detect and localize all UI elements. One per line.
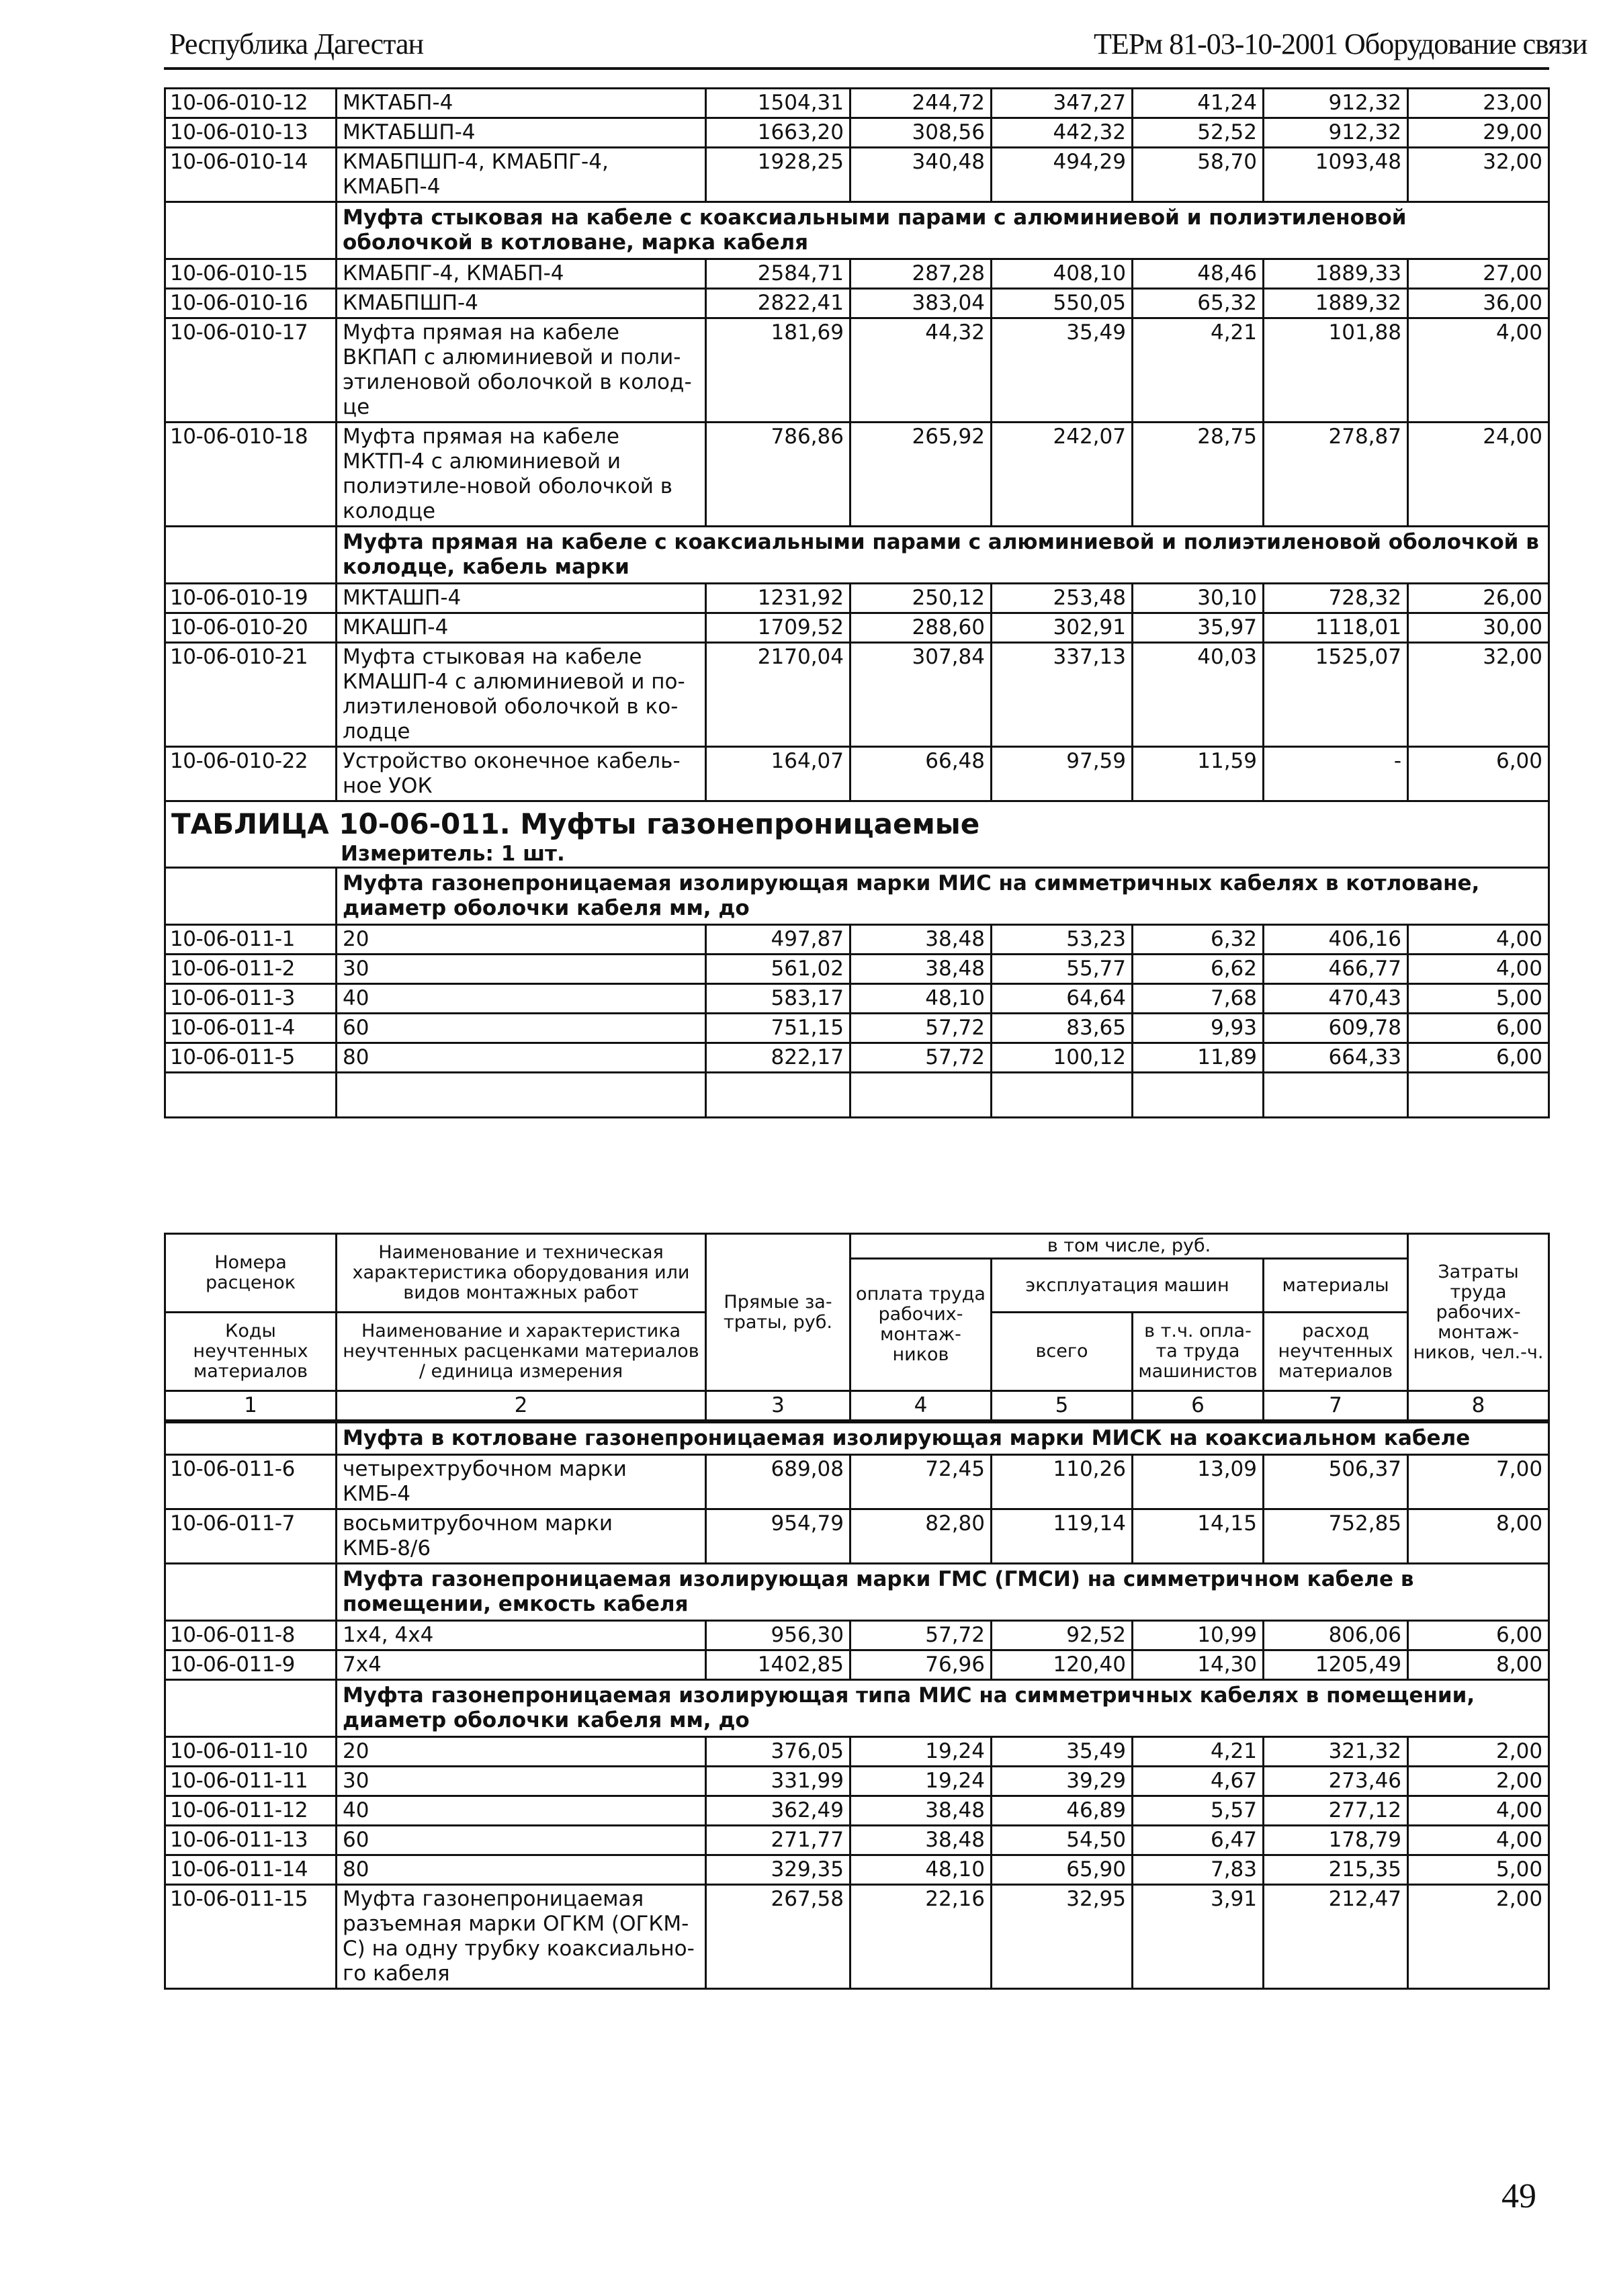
rate-code: 10-06-011-15 bbox=[165, 1885, 337, 1989]
item-name: четырехтрубочном марки КМБ-4 bbox=[337, 1455, 706, 1509]
rate-code: 10-06-011-8 bbox=[165, 1621, 337, 1650]
table-row bbox=[165, 1509, 1549, 1564]
labor-hours: 29,00 bbox=[1408, 118, 1549, 148]
materials-cost: 273,46 bbox=[1264, 1767, 1408, 1796]
materials-cost: 609,78 bbox=[1264, 1014, 1408, 1043]
machinist-wages: 3,91 bbox=[1133, 1885, 1264, 1989]
materials-cost: 215,35 bbox=[1264, 1855, 1408, 1885]
materials-cost: 506,37 bbox=[1264, 1455, 1408, 1509]
item-name: 80 bbox=[337, 1855, 706, 1885]
col-header-machines-total: всего bbox=[992, 1313, 1133, 1391]
machinist-wages: 6,62 bbox=[1133, 955, 1264, 984]
rate-code: 10-06-010-13 bbox=[165, 118, 337, 148]
rate-code: 10-06-010-21 bbox=[165, 643, 337, 747]
rate-code: 10-06-010-20 bbox=[165, 613, 337, 643]
direct-costs: 1402,85 bbox=[706, 1650, 851, 1680]
machinist-wages: 41,24 bbox=[1133, 89, 1264, 118]
materials-cost: 212,47 bbox=[1264, 1885, 1408, 1989]
header-rule bbox=[164, 67, 1549, 70]
direct-costs: 689,08 bbox=[706, 1455, 851, 1509]
machinist-wages: 52,52 bbox=[1133, 118, 1264, 148]
machinist-wages: 7,83 bbox=[1133, 1855, 1264, 1885]
rate-code: 10-06-011-2 bbox=[165, 955, 337, 984]
table-measure: Измеритель: 1 шт. bbox=[341, 842, 565, 866]
worker-wages: 76,96 bbox=[851, 1650, 992, 1680]
item-name: 7х4 bbox=[337, 1650, 706, 1680]
table-row bbox=[165, 423, 1549, 527]
labor-hours: 6,00 bbox=[1408, 1621, 1549, 1650]
labor-hours: 6,00 bbox=[1408, 747, 1549, 801]
column-header-row-top bbox=[165, 1234, 1549, 1259]
table-row bbox=[165, 1885, 1549, 1989]
col-header-name: Наименование и техническая характеристика оборудования или видов монтажных работ bbox=[337, 1234, 706, 1313]
machinist-wages: 6,32 bbox=[1133, 925, 1264, 955]
direct-costs: 362,49 bbox=[706, 1796, 851, 1826]
table-row bbox=[165, 289, 1549, 318]
materials-cost: 321,32 bbox=[1264, 1737, 1408, 1767]
column-number: 4 bbox=[851, 1391, 992, 1422]
item-name: 30 bbox=[337, 1767, 706, 1796]
materials-cost: 278,87 bbox=[1264, 423, 1408, 527]
labor-hours: 6,00 bbox=[1408, 1014, 1549, 1043]
machine-costs: 97,59 bbox=[992, 747, 1133, 801]
labor-hours: 32,00 bbox=[1408, 643, 1549, 747]
machinist-wages: 65,32 bbox=[1133, 289, 1264, 318]
rate-code: 10-06-010-14 bbox=[165, 148, 337, 202]
machine-costs: 53,23 bbox=[992, 925, 1133, 955]
machine-costs: 494,29 bbox=[992, 148, 1133, 202]
rate-code: 10-06-011-1 bbox=[165, 925, 337, 955]
table-row bbox=[165, 613, 1549, 643]
rate-code: 10-06-010-22 bbox=[165, 747, 337, 801]
section-heading-row bbox=[165, 1564, 1549, 1621]
materials-cost: 1525,07 bbox=[1264, 643, 1408, 747]
table-row bbox=[165, 259, 1549, 289]
section-heading: Муфта газонепроницаемая изолирующая марки ГМС (ГМСИ) на симметричном кабеле в помещении, емкость кабеля bbox=[337, 1564, 1549, 1621]
rate-code: 10-06-010-12 bbox=[165, 89, 337, 118]
table-row bbox=[165, 984, 1549, 1014]
rate-code: 10-06-011-4 bbox=[165, 1014, 337, 1043]
machine-costs: 46,89 bbox=[992, 1796, 1133, 1826]
worker-wages: 38,48 bbox=[851, 1826, 992, 1855]
machine-costs: 242,07 bbox=[992, 423, 1133, 527]
item-name: Муфта газонепроницаемая разъемная марки ОГКМ (ОГКМ-С) на одну трубку коаксиально-го кабеля bbox=[337, 1885, 706, 1989]
machine-costs: 55,77 bbox=[992, 955, 1133, 984]
machine-costs: 65,90 bbox=[992, 1855, 1133, 1885]
labor-hours: 5,00 bbox=[1408, 1855, 1549, 1885]
direct-costs: 2584,71 bbox=[706, 259, 851, 289]
materials-cost: 728,32 bbox=[1264, 584, 1408, 613]
rate-code: 10-06-011-9 bbox=[165, 1650, 337, 1680]
machine-costs: 550,05 bbox=[992, 289, 1133, 318]
direct-costs: 164,07 bbox=[706, 747, 851, 801]
machinist-wages: 13,09 bbox=[1133, 1455, 1264, 1509]
machinist-wages: 6,47 bbox=[1133, 1826, 1264, 1855]
item-name: КМАБПШП-4 bbox=[337, 289, 706, 318]
machinist-wages: 35,97 bbox=[1133, 613, 1264, 643]
item-name: Муфта прямая на кабеле МКТП-4 с алюминиевой и полиэтиле-новой оболочкой в колодце bbox=[337, 423, 706, 527]
rate-code: 10-06-011-10 bbox=[165, 1737, 337, 1767]
direct-costs: 376,05 bbox=[706, 1737, 851, 1767]
machinist-wages: 14,15 bbox=[1133, 1509, 1264, 1564]
col-header-material-consumption: расход неучтенных материалов bbox=[1264, 1313, 1408, 1391]
machine-costs: 119,14 bbox=[992, 1509, 1133, 1564]
worker-wages: 57,72 bbox=[851, 1043, 992, 1073]
table-row bbox=[165, 643, 1549, 747]
materials-cost: 752,85 bbox=[1264, 1509, 1408, 1564]
direct-costs: 954,79 bbox=[706, 1509, 851, 1564]
col-header-rate-numbers: Номера расценок bbox=[165, 1234, 337, 1313]
machine-costs: 253,48 bbox=[992, 584, 1133, 613]
worker-wages: 265,92 bbox=[851, 423, 992, 527]
machinist-wages: 40,03 bbox=[1133, 643, 1264, 747]
machine-costs: 110,26 bbox=[992, 1455, 1133, 1509]
worker-wages: 57,72 bbox=[851, 1014, 992, 1043]
labor-hours: 26,00 bbox=[1408, 584, 1549, 613]
worker-wages: 19,24 bbox=[851, 1767, 992, 1796]
item-name: 60 bbox=[337, 1826, 706, 1855]
rate-code: 10-06-011-7 bbox=[165, 1509, 337, 1564]
machine-costs: 35,49 bbox=[992, 1737, 1133, 1767]
table-row bbox=[165, 1043, 1549, 1073]
column-number: 1 bbox=[165, 1391, 337, 1422]
machinist-wages: 7,68 bbox=[1133, 984, 1264, 1014]
worker-wages: 38,48 bbox=[851, 925, 992, 955]
machinist-wages: 4,21 bbox=[1133, 318, 1264, 423]
machinist-wages: 4,67 bbox=[1133, 1767, 1264, 1796]
rates-table-lower bbox=[164, 1233, 1550, 1990]
section-heading-row bbox=[165, 527, 1549, 584]
worker-wages: 72,45 bbox=[851, 1455, 992, 1509]
worker-wages: 57,72 bbox=[851, 1621, 992, 1650]
rate-code: 10-06-010-16 bbox=[165, 289, 337, 318]
direct-costs: 329,35 bbox=[706, 1855, 851, 1885]
materials-cost: 1889,32 bbox=[1264, 289, 1408, 318]
table-row bbox=[165, 925, 1549, 955]
item-name: МКАШП-4 bbox=[337, 613, 706, 643]
table-row bbox=[165, 1455, 1549, 1509]
materials-cost: - bbox=[1264, 747, 1408, 801]
worker-wages: 308,56 bbox=[851, 118, 992, 148]
materials-cost: 912,32 bbox=[1264, 89, 1408, 118]
worker-wages: 307,84 bbox=[851, 643, 992, 747]
worker-wages: 48,10 bbox=[851, 1855, 992, 1885]
col-header-materials: материалы bbox=[1264, 1259, 1408, 1313]
rate-code: 10-06-010-17 bbox=[165, 318, 337, 423]
machinist-wages: 4,21 bbox=[1133, 1737, 1264, 1767]
column-number: 6 bbox=[1133, 1391, 1264, 1422]
machinist-wages: 5,57 bbox=[1133, 1796, 1264, 1826]
rate-code: 10-06-010-18 bbox=[165, 423, 337, 527]
item-name: 40 bbox=[337, 984, 706, 1014]
section-heading-row bbox=[165, 868, 1549, 925]
materials-cost: 912,32 bbox=[1264, 118, 1408, 148]
table-title: ТАБЛИЦА 10-06-011. Муфты газонепроницаемые bbox=[171, 807, 980, 840]
col-header-machinists-wages: в т.ч. опла-та труда машинистов bbox=[1133, 1313, 1264, 1391]
table-row bbox=[165, 89, 1549, 118]
col-header-labor: Затраты труда рабочих-монтаж-ников, чел.-ч. bbox=[1408, 1234, 1549, 1391]
labor-hours: 4,00 bbox=[1408, 318, 1549, 423]
section-heading-row bbox=[165, 1421, 1549, 1455]
machine-costs: 54,50 bbox=[992, 1826, 1133, 1855]
direct-costs: 497,87 bbox=[706, 925, 851, 955]
table-row bbox=[165, 955, 1549, 984]
worker-wages: 383,04 bbox=[851, 289, 992, 318]
machine-costs: 64,64 bbox=[992, 984, 1133, 1014]
direct-costs: 1663,20 bbox=[706, 118, 851, 148]
machine-costs: 337,13 bbox=[992, 643, 1133, 747]
labor-hours: 36,00 bbox=[1408, 289, 1549, 318]
direct-costs: 822,17 bbox=[706, 1043, 851, 1073]
rate-code: 10-06-011-6 bbox=[165, 1455, 337, 1509]
materials-cost: 406,16 bbox=[1264, 925, 1408, 955]
column-number: 2 bbox=[337, 1391, 706, 1422]
item-name: Устройство оконечное кабель-ное УОК bbox=[337, 747, 706, 801]
labor-hours: 27,00 bbox=[1408, 259, 1549, 289]
labor-hours: 4,00 bbox=[1408, 925, 1549, 955]
item-name: восьмитрубочном марки КМБ-8/6 bbox=[337, 1509, 706, 1564]
materials-cost: 1889,33 bbox=[1264, 259, 1408, 289]
worker-wages: 340,48 bbox=[851, 148, 992, 202]
table-row bbox=[165, 318, 1549, 423]
direct-costs: 956,30 bbox=[706, 1621, 851, 1650]
item-name: Муфта стыковая на кабеле КМАШП-4 с алюминиевой и по-лиэтиленовой оболочкой в ко-лодце bbox=[337, 643, 706, 747]
table-row bbox=[165, 1621, 1549, 1650]
materials-cost: 664,33 bbox=[1264, 1043, 1408, 1073]
col-header-machines: эксплуатация машин bbox=[992, 1259, 1264, 1313]
machine-costs: 35,49 bbox=[992, 318, 1133, 423]
direct-costs: 267,58 bbox=[706, 1885, 851, 1989]
materials-cost: 1093,48 bbox=[1264, 148, 1408, 202]
worker-wages: 82,80 bbox=[851, 1509, 992, 1564]
materials-cost: 101,88 bbox=[1264, 318, 1408, 423]
table-row bbox=[165, 1737, 1549, 1767]
worker-wages: 48,10 bbox=[851, 984, 992, 1014]
item-name: 30 bbox=[337, 955, 706, 984]
item-name: МКТАБП-4 bbox=[337, 89, 706, 118]
machine-costs: 32,95 bbox=[992, 1885, 1133, 1989]
col-header-including: в том числе, руб. bbox=[851, 1234, 1408, 1259]
machinist-wages: 9,93 bbox=[1133, 1014, 1264, 1043]
col-header-material-names: Наименование и характеристика неучтенных расценками материалов / единица измерения bbox=[337, 1313, 706, 1391]
rate-code: 10-06-010-19 bbox=[165, 584, 337, 613]
item-name: 20 bbox=[337, 925, 706, 955]
section-heading: Муфта стыковая на кабеле с коаксиальными парами с алюминиевой и полиэтиленовой оболочкой в котловане, марка кабеля bbox=[337, 202, 1549, 259]
table-row bbox=[165, 118, 1549, 148]
item-name: МКТАШП-4 bbox=[337, 584, 706, 613]
worker-wages: 38,48 bbox=[851, 1796, 992, 1826]
worker-wages: 66,48 bbox=[851, 747, 992, 801]
labor-hours: 4,00 bbox=[1408, 1826, 1549, 1855]
running-header-left: Республика Дагестан bbox=[169, 28, 424, 60]
machine-costs: 100,12 bbox=[992, 1043, 1133, 1073]
labor-hours: 7,00 bbox=[1408, 1455, 1549, 1509]
labor-hours: 8,00 bbox=[1408, 1509, 1549, 1564]
col-header-material-codes: Коды неучтенных материалов bbox=[165, 1313, 337, 1391]
labor-hours: 5,00 bbox=[1408, 984, 1549, 1014]
section-heading: Муфта газонепроницаемая изолирующая типа МИС на симметричных кабелях в помещении, диаметр оболочки кабеля мм, до bbox=[337, 1680, 1549, 1737]
rate-code: 10-06-011-11 bbox=[165, 1767, 337, 1796]
direct-costs: 271,77 bbox=[706, 1826, 851, 1855]
machine-costs: 302,91 bbox=[992, 613, 1133, 643]
item-name: Муфта прямая на кабеле ВКПАП с алюминиевой и поли-этиленовой оболочкой в колод-це bbox=[337, 318, 706, 423]
page-number: 49 bbox=[1501, 2177, 1536, 2215]
machine-costs: 347,27 bbox=[992, 89, 1133, 118]
materials-cost: 470,43 bbox=[1264, 984, 1408, 1014]
worker-wages: 38,48 bbox=[851, 955, 992, 984]
machinist-wages: 11,89 bbox=[1133, 1043, 1264, 1073]
table-row bbox=[165, 1855, 1549, 1885]
machinist-wages: 14,30 bbox=[1133, 1650, 1264, 1680]
rate-code: 10-06-011-5 bbox=[165, 1043, 337, 1073]
rates-table-upper bbox=[164, 87, 1550, 1118]
section-heading: Муфта в котловане газонепроницаемая изолирующая марки МИСК на коаксиальном кабеле bbox=[337, 1421, 1549, 1455]
direct-costs: 1231,92 bbox=[706, 584, 851, 613]
table-row bbox=[165, 148, 1549, 202]
running-header-right: ТЕРм 81-03-10-2001 Оборудование связи bbox=[1094, 28, 1587, 60]
labor-hours: 8,00 bbox=[1408, 1650, 1549, 1680]
column-number: 5 bbox=[992, 1391, 1133, 1422]
rate-code: 10-06-011-13 bbox=[165, 1826, 337, 1855]
machine-costs: 408,10 bbox=[992, 259, 1133, 289]
worker-wages: 250,12 bbox=[851, 584, 992, 613]
rate-code: 10-06-011-14 bbox=[165, 1855, 337, 1885]
section-heading-row bbox=[165, 202, 1549, 259]
materials-cost: 1118,01 bbox=[1264, 613, 1408, 643]
direct-costs: 561,02 bbox=[706, 955, 851, 984]
labor-hours: 6,00 bbox=[1408, 1043, 1549, 1073]
section-heading: Муфта газонепроницаемая изолирующая марки МИС на симметричных кабелях в котловане, диаметр оболочки кабеля мм, до bbox=[337, 868, 1549, 925]
labor-hours: 4,00 bbox=[1408, 955, 1549, 984]
item-name: КМАБПШП-4, КМАБПГ-4, КМАБП-4 bbox=[337, 148, 706, 202]
machinist-wages: 11,59 bbox=[1133, 747, 1264, 801]
item-name: КМАБПГ-4, КМАБП-4 bbox=[337, 259, 706, 289]
direct-costs: 583,17 bbox=[706, 984, 851, 1014]
column-numbers-row bbox=[165, 1391, 1549, 1422]
materials-cost: 806,06 bbox=[1264, 1621, 1408, 1650]
col-header-wages: оплата труда рабочих-монтаж-ников bbox=[851, 1259, 992, 1391]
materials-cost: 1205,49 bbox=[1264, 1650, 1408, 1680]
machinist-wages: 10,99 bbox=[1133, 1621, 1264, 1650]
worker-wages: 288,60 bbox=[851, 613, 992, 643]
labor-hours: 2,00 bbox=[1408, 1767, 1549, 1796]
table-row bbox=[165, 1650, 1549, 1680]
column-number: 3 bbox=[706, 1391, 851, 1422]
table-title-row bbox=[165, 801, 1549, 868]
direct-costs: 331,99 bbox=[706, 1767, 851, 1796]
direct-costs: 1504,31 bbox=[706, 89, 851, 118]
table-row bbox=[165, 747, 1549, 801]
worker-wages: 244,72 bbox=[851, 89, 992, 118]
direct-costs: 786,86 bbox=[706, 423, 851, 527]
item-name: 1х4, 4х4 bbox=[337, 1621, 706, 1650]
table-row bbox=[165, 584, 1549, 613]
worker-wages: 287,28 bbox=[851, 259, 992, 289]
labor-hours: 24,00 bbox=[1408, 423, 1549, 527]
col-header-direct-costs: Прямые за-траты, руб. bbox=[706, 1234, 851, 1391]
table-row bbox=[165, 1796, 1549, 1826]
labor-hours: 4,00 bbox=[1408, 1796, 1549, 1826]
table-row bbox=[165, 1014, 1549, 1043]
rate-code: 10-06-010-15 bbox=[165, 259, 337, 289]
worker-wages: 44,32 bbox=[851, 318, 992, 423]
materials-cost: 466,77 bbox=[1264, 955, 1408, 984]
materials-cost: 178,79 bbox=[1264, 1826, 1408, 1855]
direct-costs: 2170,04 bbox=[706, 643, 851, 747]
item-name: МКТАБШП-4 bbox=[337, 118, 706, 148]
machine-costs: 442,32 bbox=[992, 118, 1133, 148]
machinist-wages: 28,75 bbox=[1133, 423, 1264, 527]
rate-code: 10-06-011-12 bbox=[165, 1796, 337, 1826]
section-heading-row bbox=[165, 1680, 1549, 1737]
labor-hours: 2,00 bbox=[1408, 1885, 1549, 1989]
direct-costs: 2822,41 bbox=[706, 289, 851, 318]
item-name: 20 bbox=[337, 1737, 706, 1767]
item-name: 40 bbox=[337, 1796, 706, 1826]
section-heading: Муфта прямая на кабеле с коаксиальными парами с алюминиевой и полиэтиленовой оболочкой в колодце, кабель марки bbox=[337, 527, 1549, 584]
machine-costs: 39,29 bbox=[992, 1767, 1133, 1796]
machine-costs: 83,65 bbox=[992, 1014, 1133, 1043]
direct-costs: 1709,52 bbox=[706, 613, 851, 643]
direct-costs: 181,69 bbox=[706, 318, 851, 423]
worker-wages: 19,24 bbox=[851, 1737, 992, 1767]
labor-hours: 30,00 bbox=[1408, 613, 1549, 643]
machinist-wages: 48,46 bbox=[1133, 259, 1264, 289]
item-name: 60 bbox=[337, 1014, 706, 1043]
labor-hours: 32,00 bbox=[1408, 148, 1549, 202]
machine-costs: 92,52 bbox=[992, 1621, 1133, 1650]
labor-hours: 2,00 bbox=[1408, 1737, 1549, 1767]
machinist-wages: 30,10 bbox=[1133, 584, 1264, 613]
machine-costs: 120,40 bbox=[992, 1650, 1133, 1680]
machinist-wages: 58,70 bbox=[1133, 148, 1264, 202]
direct-costs: 1928,25 bbox=[706, 148, 851, 202]
item-name: 80 bbox=[337, 1043, 706, 1073]
column-number: 7 bbox=[1264, 1391, 1408, 1422]
labor-hours: 23,00 bbox=[1408, 89, 1549, 118]
worker-wages: 22,16 bbox=[851, 1885, 992, 1989]
direct-costs: 751,15 bbox=[706, 1014, 851, 1043]
column-number: 8 bbox=[1408, 1391, 1549, 1422]
table-row bbox=[165, 1767, 1549, 1796]
table-row bbox=[165, 1826, 1549, 1855]
materials-cost: 277,12 bbox=[1264, 1796, 1408, 1826]
rate-code: 10-06-011-3 bbox=[165, 984, 337, 1014]
